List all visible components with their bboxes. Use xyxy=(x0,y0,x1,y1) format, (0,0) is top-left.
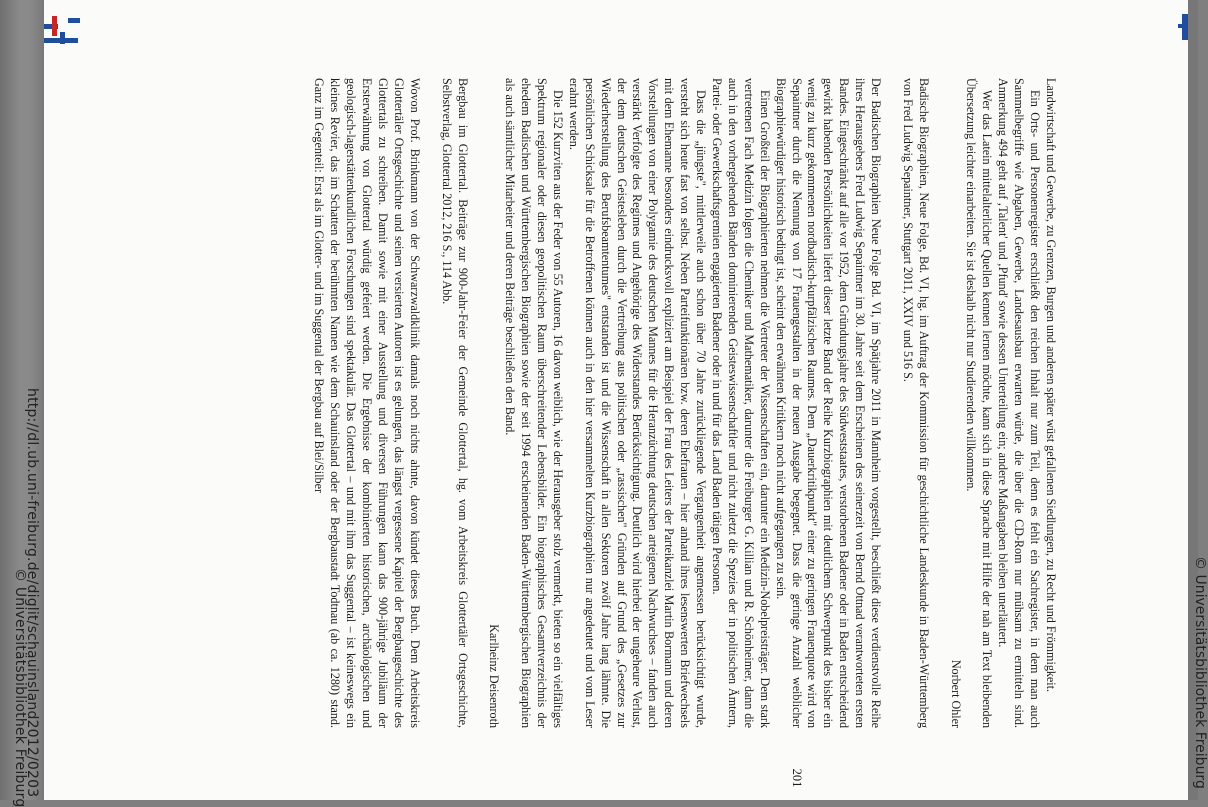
paragraph: Die 152 Kurzviten aus der Feder von 55 Autoren, 16 davon weiblich, wie der Herausgeber stolz vermerkt, bieten so ein vielfältiges Spektrum regionaler oder diesen geopolitischen Raum überschreitender Lebensbilder. Ein biographisches Gesamtverzeichnis der ehedem Badischen und Württembergischen Biographien sowie der seit 1994 erscheinenden Baden-Württembergischen Biographien als auch sämtlicher Mitarbeiter und deren Beiträge beschließen den Band. xyxy=(503,78,565,728)
paragraph: Landwirtschaft und Gewerbe, zu Grenzen, Burgen und anderen später wüst gefallenen Siedlungen, zu Recht und Frömmigkeit. xyxy=(1044,78,1058,693)
logo-fragment-icon xyxy=(1178,14,1188,40)
document-body xyxy=(152,78,1058,728)
review-signature: Karlheinz Deisenroth xyxy=(487,624,502,728)
paragraph: Der Badischen Biographien Neue Folge Bd. VI, im Spätjahre 2011 in Mannheim vorgestellt, beschließt diese verdienstvolle Reihe ihres Herausgebers Fred Ludwig Sepaintner im 30. Jahre seit dem Erscheinen des seinerzeit von Bernd Ottnad verantworteten ersten Bandes. Eingeschränkt auf alle vor 1952, dem Gründungsjahre des Südweststaates, verstorbenen Badener oder in Baden entscheidend gewirkt habenden Persönlichkeiten liefert dieser letzte Band der Reihe Kurzbiographien mit deutlichem Schwerpunkt des bisher ein wenig zu kurz gekommenen nordbadisch-kurpfälzischen Raumes. Dem „Dauerkritikpunkt" einer zu geringen Frauenquote wird von Sepaintner durch die Nennung von 17 Frauengestalten in der neuen Ausgabe begegnet. Dass die geringe Anzahl weiblicher Biographiewürdiger historisch bedingt ist, scheint den erwähnten Kritikern noch nicht aufgegangen zu sein. xyxy=(773,78,884,728)
review-title: Badische Biographien, Neue Folge, Bd. VI, hg. im Auftrag der Kommission für geschichtliche Landeskunde in Baden-Württemberg von Fred Ludwig Sepaintner, Stuttgart 2011, XXIV und 516 S. xyxy=(900,78,931,728)
page-number: 201 xyxy=(790,768,804,788)
watermark-url: http://dl.ub.uni-freiburg.de/diglit/schauinsland2012/0203 xyxy=(24,388,40,798)
paragraph: Ein Orts- und Personenregister erschließt den reichen Inhalt nur zum Teil, denn es fehlt ein Sachregister, in dem man auch Sammelbegriffe wie Abgaben, Gewerbe, Landesausbau erwarten würde, die über die CD-Rom nur mühsam zu ermitteln sind. Anmerkung 494 geht auf ‚Talent' und ‚Pfund' sowie dessen Unterteilung ein; andere Maßangaben bleiben unerläutert. xyxy=(996,78,1043,728)
watermark-copyright: © Universitätsbibliothek Freiburg xyxy=(12,568,28,807)
paragraph: Einen Großteil der Biographierten nehmen die Vertreter der Wissenschaften ein, darunter ein Medizin-Nobelpreisträger. Dem stark vertretenen Fach Medizin folgen die Chemiker und Mathematiker, darunter die Freiburger G. Killian und R. Schönheimer, dann die auch in den vorhergehenden Bänden dominierenden Geisteswissenschaftler und nicht zuletzt die Spezies der in politischen Ämtern, Partei- oder Gewerkschaftsgremien engagierten Badener oder in und für das Land Baden tätigen Personen. xyxy=(710,78,772,728)
right-edge-watermark xyxy=(1186,556,1208,800)
ub-freiburg-logo-icon xyxy=(44,10,80,44)
paragraph: Wovon Prof. Brinkmann von der Schwarzwaldklinik damals noch nichts ahnte, davon kündet dieses Buch. Dem Arbeitskreis Glottertäler Ortsgeschichte und seinen versierten Autoren ist es gelungen, das längst vergessene Kapitel der Bergbaugeschichte des Glottertals zu schreiben. Damit sowie mit einer Ausstellung und diversen Führungen kann das 900-jährige Jubiläum der Ersterwähnung von Glottertal würdig gefeiert werden. Die Ergebnisse der kombinierten historischen, archäologischen und geologisch-lagerstättenkundlichen Forschungen sind spektakulär. Das Glottertal – und mit ihm das Suggental – ist keineswegs ein kleines Revier, das im Schatten der berühmten Namen wie dem Schauinsland oder der Bergbaustadt Todtnau (ab ca. 1280) stand. Ganz im Gegenteil: Erst als im Glotter- und im Suggental der Bergbau auf Blei/Silber xyxy=(312,78,422,728)
review-signature: Norbert Ohler xyxy=(948,659,963,728)
paragraph: Wer das Latein mittelalterlicher Quellen kennen lernen möchte, kann sich in diese Sprache mit Hilfe der nah am Text bleibenden Übersetzung leichter einarbeiten. Sie ist deshalb nicht nur Studierenden willkommen. xyxy=(964,78,995,728)
review-title: Bergbau im Glottertal. Beiträge zur 900-Jahr-Feier der Gemeinde Glottertal, hg. vom Arbeitskreis Glottertäler Ortsgeschichte, Selbstverlag, Glottertal 2012, 216 S., 114 Abb. xyxy=(439,78,470,728)
right-edge-watermark-text: © Universitätsbibliothek Freiburg xyxy=(1192,556,1208,789)
paragraph: Dass die „jüngste", mittlerweile auch schon über 70 Jahre zurückliegende Vergangenheit angemessen berücksichtigt wurde, versteht sich heute fast von selbst. Neben Parteifunktionären bzw. deren Ehefrauen – hier anhand ihres lesenswerten Briefwechsels mit dem Ehemanne besonders eindrucksvoll expliziert am Beispiel der Frau des Leiters der Parteikanzlei Martin Bormann und deren Vorstellungen von einer Polygamie des deutschen Mannes für die Heranzüchtung deutschen arteigenen Nachwuchses – fanden auch verstärkt Verfolgte des Regimes und Angehörige des Widerstandes Berücksichtigung. Deutlich wird hierbei der ungeheure Verlust, der dem deutschen Geistesleben durch die Vertreibung aus politischen oder „rassischen" Gründen auf Grund des „Gesetzes zur Wiederherstellung des Berufsbeamtentumes" entstanden ist und die Wissenschaft in allen Sektoren zwölf Jahre lang lähmte. Die persönlichen Schicksale für die Betroffenen können auch in den hier versammelten Kurzbiographien nur angedeutet und vom Leser erahnt werden. xyxy=(566,78,709,728)
